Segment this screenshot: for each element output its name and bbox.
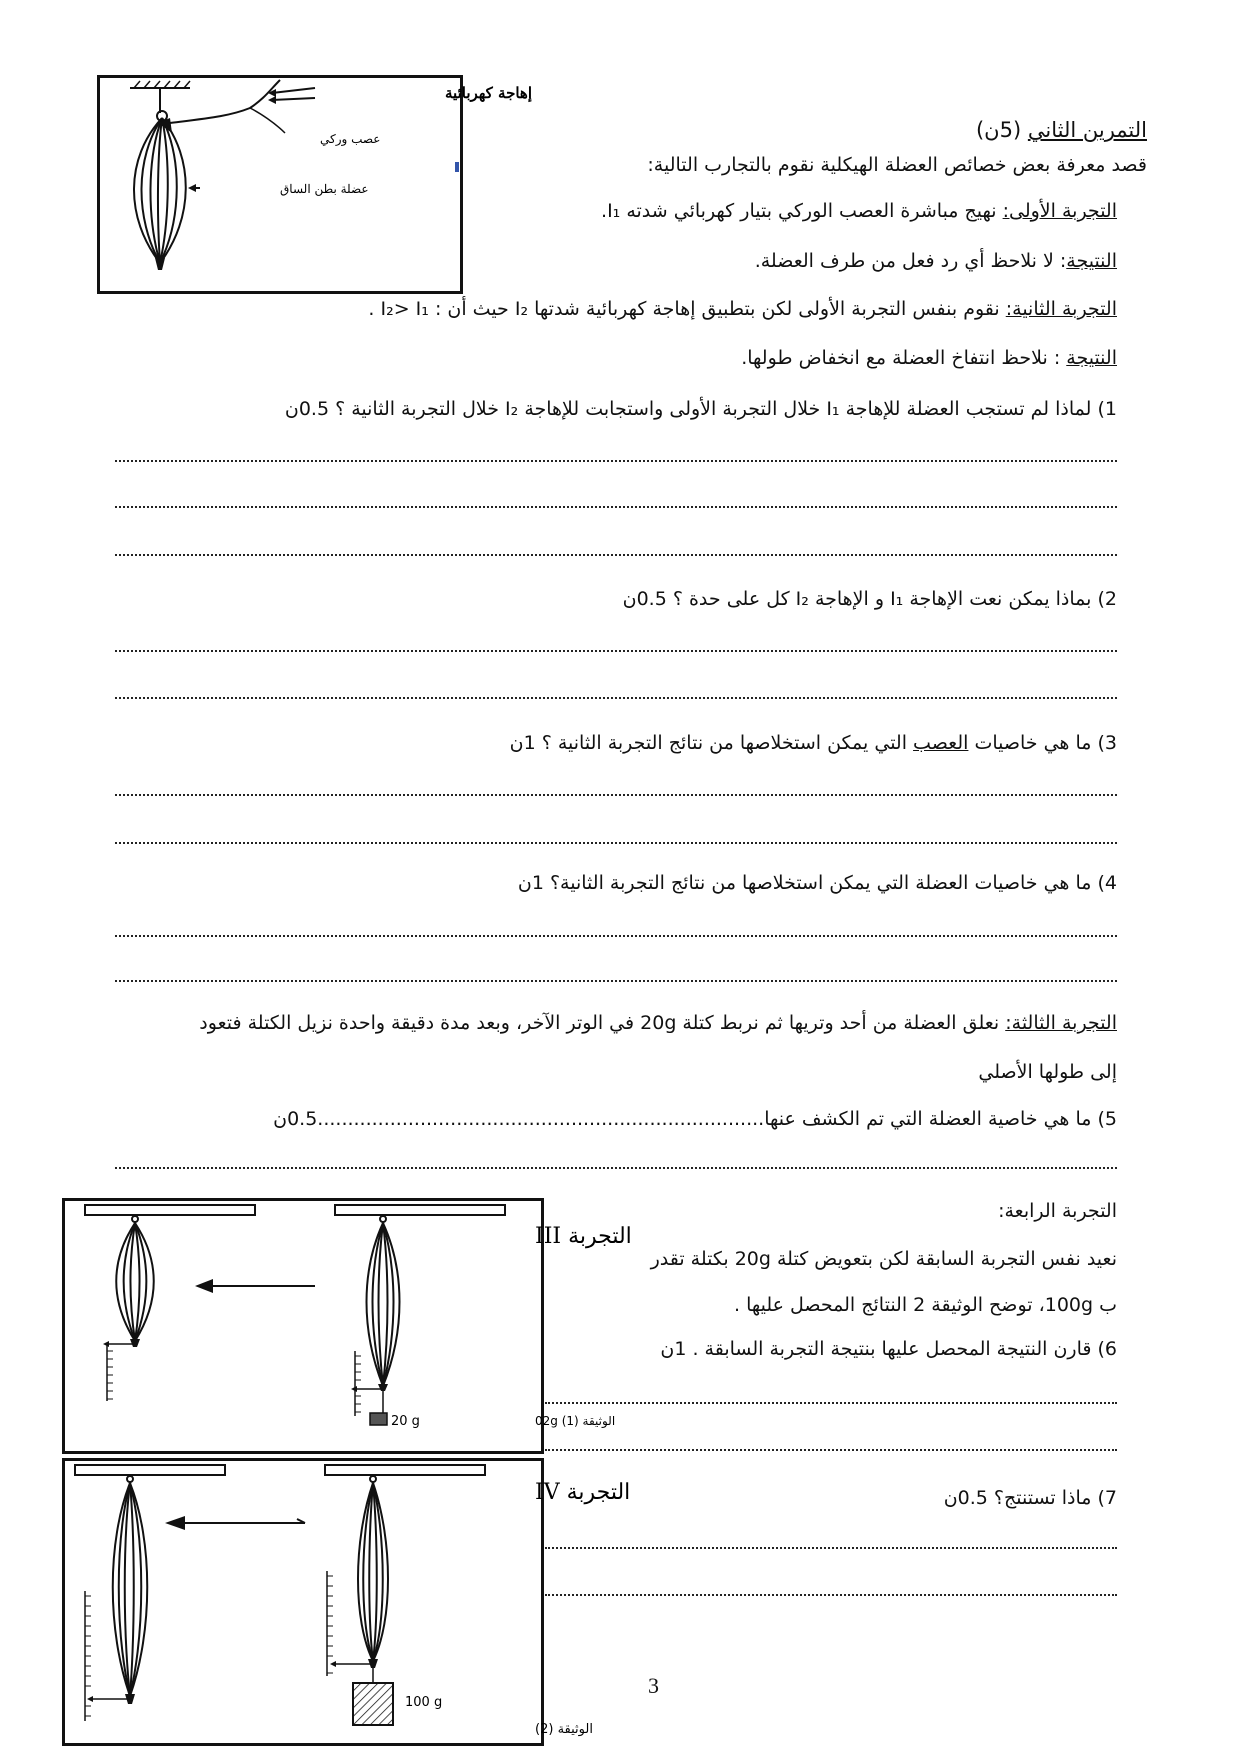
- question-1: 1) لماذا لم تستجب العضلة للإهاجة I₁ خلال التجربة الأولى واستجابت للإهاجة I₂ خلال التجربة الثانية ؟ 0.5ن: [284, 398, 1117, 420]
- question-7: 7) ماذا تستنتج؟ 0.5ن: [943, 1487, 1117, 1509]
- answer-line[interactable]: [115, 552, 1117, 556]
- exp4-line-2: ب 100g، توضح الوثيقة 2 النتائج المحصل عليها .: [734, 1294, 1117, 1316]
- weight-100g: [353, 1683, 393, 1725]
- answer-line[interactable]: [545, 1447, 1117, 1451]
- question-6: 6) قارن النتيجة المحصل عليها بنتيجة التجربة السابقة . 1ن: [660, 1338, 1117, 1360]
- figure-nerve-muscle: [97, 75, 533, 294]
- nerve-muscle-drawing: [100, 78, 533, 291]
- exp2-result-line: [741, 347, 1117, 369]
- exp2-label: التجربة الثانية:: [1005, 298, 1117, 320]
- doc1-handwritten-label: التجربة III: [535, 1224, 632, 1249]
- exp1-result-text: : لا نلاحظ أي رد فعل من طرف العضلة.: [754, 250, 1067, 272]
- doc1-weight-label: 20 g: [391, 1414, 420, 1429]
- answer-line[interactable]: [545, 1400, 1117, 1404]
- answer-line[interactable]: [115, 458, 1117, 462]
- answer-line[interactable]: [115, 933, 1117, 937]
- label-nerve: عصب وركي: [320, 132, 381, 146]
- doc2-handwritten-label: التجربة IV: [535, 1480, 631, 1505]
- exp4-line-1: نعيد نفس التجربة السابقة لكن بتعويض كتلة 20g بكتلة تقدر: [650, 1248, 1117, 1270]
- document-1-drawing: [65, 1201, 632, 1451]
- doc2-caption: الوثيقة (2): [535, 1722, 593, 1737]
- question-3: [510, 732, 1117, 754]
- exp2-line: [368, 298, 1117, 320]
- answer-line[interactable]: [115, 648, 1117, 652]
- exp2-text: نقوم بنفس التجربة الأولى لكن بتطبيق إهاجة كهربائية شدتها I₂ حيث أن : I₂> I₁ .: [368, 298, 1006, 320]
- exercise-title-line: [976, 118, 1147, 142]
- figure-document-1: [62, 1198, 632, 1454]
- exp2-result-label: النتيجة: [1066, 347, 1117, 369]
- question-2: 2) بماذا يمكن نعت الإهاجة I₁ و الإهاجة I₂ كل على حدة ؟ 0.5ن: [622, 588, 1117, 610]
- answer-line[interactable]: [545, 1592, 1117, 1596]
- exp1-line: [601, 200, 1117, 222]
- exercise-points: (5ن): [975, 118, 1022, 142]
- answer-line[interactable]: [115, 504, 1117, 508]
- exp3-text: نعلق العضلة من أحد وتريها ثم نربط كتلة 20g في الوتر الآخر، وبعد مدة دقيقة واحدة نزيل الكتلة فتعود: [199, 1012, 1006, 1034]
- question-4: 4) ما هي خاصيات العضلة التي يمكن استخلاصها من نتائج التجربة الثانية؟ 1ن: [517, 872, 1117, 894]
- exp1-text: نهيج مباشرة العصب الوركي بتيار كهربائي شدته I₁.: [601, 200, 1003, 222]
- question-3-underlined: العصب: [913, 732, 969, 754]
- exp2-result-text: : نلاحظ انتفاخ العضلة مع انخفاض طولها.: [741, 347, 1067, 369]
- question-3-end: التي يمكن استخلاصها من نتائج التجربة الثانية ؟ 1ن: [509, 732, 914, 754]
- answer-line[interactable]: [115, 978, 1117, 982]
- question-3-start: 3) ما هي خاصيات: [968, 732, 1117, 754]
- intro-text: قصد معرفة بعض خصائص العضلة الهيكلية نقوم بالتجارب التالية:: [647, 154, 1147, 176]
- doc2-weight-label: 100 g: [405, 1695, 443, 1710]
- exp3-line-2: إلى طولها الأصلي: [978, 1061, 1117, 1083]
- answer-line[interactable]: [115, 792, 1117, 796]
- exercise-title: التمرين الثاني: [1027, 118, 1147, 142]
- question-5: 5) ما هي خاصية العضلة التي تم الكشف عنها..........................................................................0.5ن: [273, 1108, 1117, 1130]
- exp3-label: التجربة الثالثة:: [1005, 1012, 1117, 1034]
- exp1-result-line: [755, 250, 1117, 272]
- scan-mark: [455, 162, 459, 172]
- answer-line[interactable]: [545, 1545, 1117, 1549]
- answer-line[interactable]: [115, 695, 1117, 699]
- label-excitation: إهاجة كهربائية: [445, 84, 533, 102]
- figure-document-2: [62, 1458, 631, 1746]
- label-muscle: عضلة بطن الساق: [280, 182, 369, 196]
- exp1-label: التجربة الأولى:: [1002, 200, 1117, 222]
- exp4-label: التجربة الرابعة:: [998, 1200, 1117, 1222]
- exp3-line: [199, 1012, 1117, 1034]
- exp1-result-label: النتيجة: [1066, 250, 1117, 272]
- page-number: 3: [648, 1673, 659, 1698]
- answer-line[interactable]: [115, 1165, 1117, 1169]
- answer-line[interactable]: [115, 840, 1117, 844]
- weight-20g: [370, 1413, 387, 1425]
- document-2-drawing: [65, 1461, 631, 1743]
- doc1-caption: الوثيقة 02g (1): [535, 1414, 616, 1428]
